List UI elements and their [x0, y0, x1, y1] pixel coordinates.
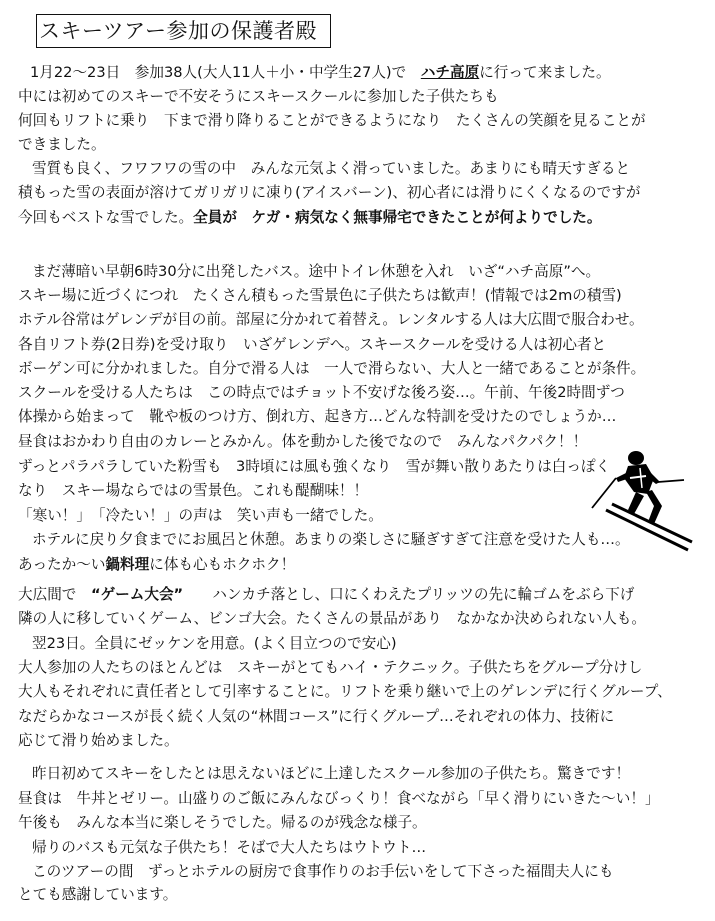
text-run: 帰りのバスも元気な子供たち！そばで大人たちはウトウト…	[32, 839, 427, 856]
text-run: まだ薄暗い早朝6時30分に出発したバス。途中トイレ休憩を入れ いざ“ハチ高原”へ。	[32, 263, 601, 280]
text-run: 体操から始まって 靴や板のつけ方、倒れ方、起き方…どんな特訓を受けたのでしょうか…	[18, 408, 617, 425]
text-run: 積もった雪の表面が溶けてガリガリに凍り(アイスバーン)、初心者には滑りにくくなるのですが	[18, 184, 641, 201]
text-line	[18, 359, 645, 379]
text-run: このツアーの間 ずっとホテルの厨房で食事作りのお手伝いをして下さった福間夫人にも	[32, 863, 614, 880]
text-run: 「寒い！」 「冷たい！」の声は 笑い声も一緒でした。	[18, 507, 383, 524]
text-run: 午後も みんな本当に楽しそうでした。帰るのが残念な様子。	[18, 814, 427, 831]
text-run: なだらかなコースが長く続く人気の“林間コース”に行くグループ…それぞれの体力、技術に	[18, 708, 615, 725]
text-run: 大人もそれぞれに責任者として引率することに。リフトを乗り継いで上のゲレンデに行くグループ、	[18, 683, 672, 700]
text-line	[18, 481, 368, 501]
text-line	[18, 813, 427, 833]
text-run: 全員が ケガ・病気なく無事帰宅できたことが何よりでした。	[193, 209, 602, 226]
text-run: ハンカチ落とし、口にくわえたプリッツの先に輪ゴムをぶら下げ	[183, 586, 635, 603]
text-run: 応じて滑り始めました。	[18, 732, 179, 749]
text-line	[18, 111, 646, 131]
text-run: “ゲーム大会”	[90, 586, 184, 603]
text-line	[18, 135, 106, 155]
text-run: 1月22～23日 参加38人(大人11人＋小・中学生27人)で	[30, 64, 421, 81]
text-line	[18, 286, 622, 306]
text-line	[18, 682, 672, 702]
text-line	[32, 159, 630, 179]
text-line	[18, 506, 383, 526]
page-title: スキーツアー参加の保護者殿	[39, 19, 318, 43]
skier-illustration	[588, 448, 696, 558]
text-run: 昼食は 牛丼とゼリー。山盛りのご飯にみんなびっくり！食べながら「早く滑りにいきた～い！」	[18, 790, 660, 807]
text-run: 雪質も良く、フワフワの雪の中 みんな元気よく滑っていました。あまりにも晴天すぎると	[32, 160, 631, 177]
text-run: 各自リフト券(2日券)を受け取り いざゲレンデへ。スキースクールを受ける人は初心者と	[18, 336, 607, 353]
text-line	[18, 208, 601, 228]
text-run: に体も心もホクホク！	[149, 556, 296, 573]
text-line	[18, 87, 499, 107]
text-run: とても感謝しています。	[18, 886, 178, 903]
text-run: スキー場に近づくにつれ たくさん積もった雪景色に子供たちは歓声！(情報では2mの積雪)	[18, 287, 622, 304]
text-run: ボーゲン可に分かれました。自分で滑る人は 一人で滑らない、大人と一緒であることが条件。	[18, 360, 646, 377]
text-run: 昼食はおかわり自由のカレーとみかん。体を動かした後でなので みんなパクパク！！	[18, 433, 588, 450]
text-run: ホテルに戻り夕食までにお風呂と休憩。あまりの楽しさに騒ぎすぎて注意を受けた人も…。	[32, 531, 630, 548]
text-line	[18, 658, 642, 678]
text-line	[32, 530, 630, 550]
text-line	[18, 335, 606, 355]
text-run: 翌23日。全員にゼッケンを用意。(よく目立つので安心)	[32, 635, 397, 652]
text-line	[32, 862, 613, 882]
text-line	[18, 432, 587, 452]
text-run: 大広間で	[18, 586, 91, 603]
text-line	[18, 555, 295, 575]
text-line	[18, 707, 614, 727]
title-box	[36, 14, 331, 48]
text-run: できました。	[18, 136, 106, 153]
text-run: ホテル谷常はゲレンデが目の前。部屋に分かれて着替え。レンタルする人は大広間で服合わせ。	[18, 311, 644, 328]
text-run: 何回もリフトに乗り 下まで滑り降りることができるようになり たくさんの笑顔を見ることが	[18, 112, 646, 129]
text-run: なり スキー場ならではの雪景色。これも醍醐味！！	[18, 482, 369, 499]
text-line	[18, 609, 646, 629]
text-line	[32, 838, 426, 858]
text-line	[18, 310, 644, 330]
text-line	[18, 731, 179, 751]
text-line	[32, 764, 630, 784]
text-run: ハチ高原	[420, 64, 480, 81]
text-line	[32, 262, 600, 282]
text-line	[18, 183, 640, 203]
text-run: 中には初めてのスキーで不安そうにスキースクールに参加した子供たちも	[18, 88, 499, 105]
text-run: 隣の人に移していくゲーム、ビンゴ大会。たくさんの景品があり なかなか決められない人も。	[18, 610, 646, 627]
text-run: に行って来ました。	[479, 64, 611, 81]
text-line	[30, 63, 611, 83]
text-run: ずっとパラパラしていた粉雪も 3時頃には風も強くなり 雪が舞い散りあたりは白っぽく	[18, 458, 611, 475]
text-line	[18, 383, 625, 403]
text-run: あったか～い	[18, 556, 106, 573]
text-run: 今回もベストな雪でした。	[18, 209, 194, 226]
text-run: 鍋料理	[105, 556, 150, 573]
text-run: 昨日初めてスキーをしたとは思えないほどに上達したスクール参加の子供たち。驚きです！	[32, 765, 631, 782]
text-run: 大人参加の人たちのほとんどは スキーがとてもハイ・テクニック。子供たちをグループ分けし	[18, 659, 643, 676]
text-line	[32, 634, 397, 654]
text-line	[18, 407, 616, 427]
text-run: スクールを受ける人たちは この時点ではチョット不安げな後ろ姿…。午前、午後2時間ずつ	[18, 384, 625, 401]
text-line	[18, 885, 177, 905]
text-line	[18, 585, 634, 605]
text-line	[18, 789, 660, 809]
text-line	[18, 457, 610, 477]
